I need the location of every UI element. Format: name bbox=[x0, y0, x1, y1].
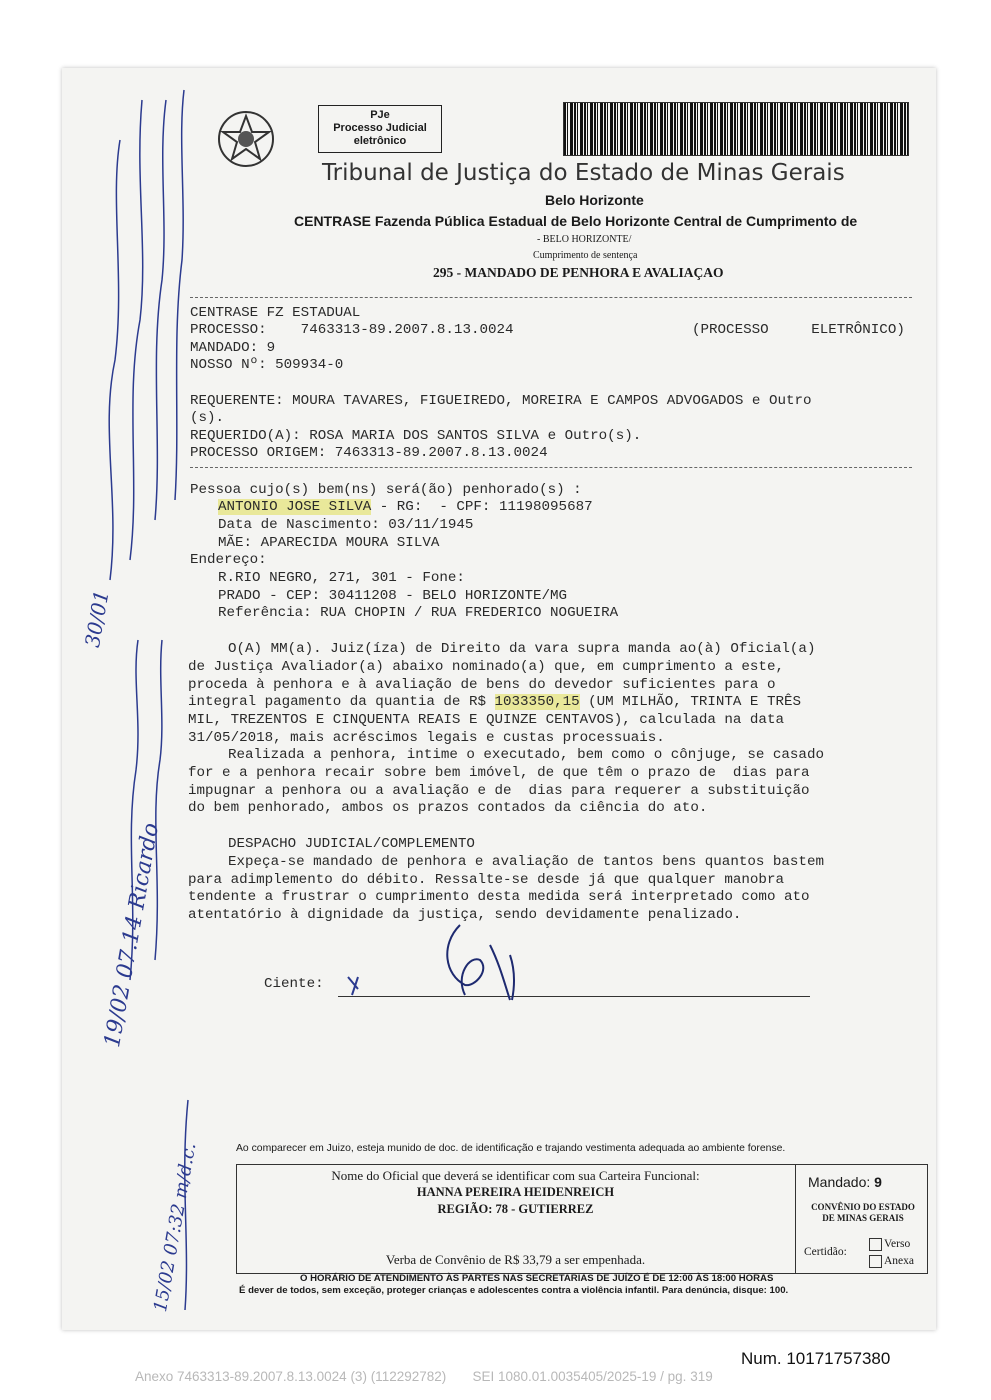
body-line-6: 31/05/2018, mais acréscimos legais e custas processuais. bbox=[188, 730, 665, 746]
anexa-option[interactable] bbox=[869, 1255, 914, 1268]
body-line-3: proceda à penhora e à avaliação de bens do devedor suficientes para o bbox=[188, 677, 776, 693]
coat-of-arms-icon bbox=[215, 108, 277, 170]
processo-origem: PROCESSO ORIGEM: 7463313-89.2007.8.13.0024 bbox=[190, 445, 548, 461]
annex-reference: Anexo 7463313-89.2007.8.13.0024 (3) (112292782) SEI 1080.01.0035405/2025-19 / pg. 319 bbox=[135, 1369, 713, 1384]
ciente-label: Ciente: bbox=[264, 976, 324, 992]
footer-note: Ao comparecer em Juizo, esteja munido de doc. de identificação e trajando vestimenta adequada ao ambiente forense. bbox=[236, 1143, 786, 1154]
officer-region: REGIÃO: 78 - GUTIERREZ bbox=[437, 1202, 594, 1216]
amount-intro: integral pagamento da quantia de R$ bbox=[188, 694, 495, 710]
despacho-title: DESPACHO JUDICIAL/COMPLEMENTO bbox=[228, 836, 475, 852]
handwritten-note-1: 19/02 07.14 Ricardo bbox=[100, 821, 165, 1050]
despacho-line-3: tendente a frustrar o cumprimento desta medida será interpretado como ato bbox=[188, 889, 810, 905]
person-mother: MÃE: APARECIDA MOURA SILVA bbox=[218, 535, 440, 551]
footer-divider bbox=[795, 1164, 796, 1274]
officer-name: HANNA PEREIRA HEIDENREICH bbox=[416, 1185, 615, 1199]
anexa-checkbox[interactable] bbox=[869, 1255, 882, 1268]
process-number: PROCESSO: 7463313-89.2007.8.13.0024 bbox=[190, 322, 514, 338]
process-type: (PROCESSO ELETRÔNICO) bbox=[692, 322, 905, 338]
body-line-10: do bem penhorado, ambos os prazos contados da ciência do ato. bbox=[188, 800, 708, 816]
body-line-8: for e a penhora recair sobre bem imóvel, de que têm o prazo de dias para bbox=[188, 765, 810, 781]
amount-words-start: (UM MILHÃO, TRINTA E TRÊS bbox=[579, 694, 802, 710]
person-ids: - RG: - CPF: 11198095687 bbox=[371, 499, 593, 515]
signature-image bbox=[340, 915, 540, 1005]
address-line-2: PRADO - CEP: 30411208 - BELO HORIZONTE/MG bbox=[218, 588, 568, 604]
verso-label: Verso bbox=[884, 1238, 911, 1251]
person-name: ANTONIO JOSE SILVA bbox=[218, 499, 372, 515]
anexa-label: Anexa bbox=[884, 1255, 915, 1268]
convenio-line-2: DE MINAS GERAIS bbox=[822, 1213, 904, 1223]
body-line-1: O(A) MM(a). Juiz(íza) de Direito da vara supra manda ao(à) Oficial(a) bbox=[228, 641, 816, 657]
person-birth: Data de Nascimento: 03/11/1945 bbox=[218, 517, 474, 533]
despacho-line-2: para adimplemento do débito. Ressalte-se desde já que qualquer manobra bbox=[188, 872, 784, 888]
amount-value: 1033350,15 bbox=[494, 694, 580, 710]
address-reference: Referência: RUA CHOPIN / RUA FREDERICO NOGUEIRA bbox=[218, 605, 619, 621]
body-line-5: MIL, TREZENTOS E CINQUENTA REAIS E QUINZE CENTAVOS), calculada na data bbox=[188, 712, 784, 728]
person-intro: Pessoa cujo(s) bem(ns) será(ão) penhorado(s) : bbox=[190, 482, 582, 498]
verso-option[interactable] bbox=[869, 1238, 910, 1251]
address-line-1: R.RIO NEGRO, 271, 301 - Fone: bbox=[218, 570, 465, 586]
court-title: Tribunal de Justiça do Estado de Minas Gerais bbox=[322, 160, 845, 186]
dashed-divider-1 bbox=[190, 297, 912, 298]
body-line-9: impugnar a penhora ou a avaliação e de dias para requerer a substituição bbox=[188, 783, 810, 799]
pje-logo-box bbox=[318, 105, 442, 153]
city: Belo Horizonte bbox=[545, 192, 644, 208]
officer-label: Nome do Oficial que deverá se identificar com sua Carteira Funcional: bbox=[331, 1168, 700, 1183]
handwritten-note-2: 15/02 07:32 m/d.c. bbox=[150, 1141, 201, 1314]
requerido: REQUERIDO(A): ROSA MARIA DOS SANTOS SILVA e Outro(s). bbox=[190, 428, 642, 444]
handwritten-scribbles bbox=[70, 80, 200, 1340]
mandado-box-value: 9 bbox=[874, 1174, 882, 1190]
header-sub-1: - BELO HORIZONTE/ bbox=[537, 234, 632, 245]
process-court: CENTRASE FZ ESTADUAL bbox=[190, 305, 361, 321]
convenio-label bbox=[800, 1202, 926, 1224]
body-line-4 bbox=[188, 694, 801, 711]
despacho-line-4: atentatório à dignidade da justiça, sendo devidamente penalizado. bbox=[188, 907, 742, 923]
person-line bbox=[218, 499, 593, 516]
requerente-cont: (s). bbox=[190, 410, 225, 426]
address-label: Endereço: bbox=[190, 552, 267, 568]
pje-line-3: eletrônico bbox=[353, 135, 407, 147]
verso-checkbox[interactable] bbox=[869, 1238, 882, 1251]
protection-notice: É dever de todos, sem exceção, proteger crianças e adolescentes contra a violência infantil. Para denúncia, disque: 100. bbox=[239, 1285, 789, 1296]
nosso-numero: NOSSO Nº: 509934-0 bbox=[190, 357, 344, 373]
requerente: REQUERENTE: MOURA TAVARES, FIGUEIREDO, MOREIRA E CAMPOS ADVOGADOS e Outro bbox=[190, 393, 812, 409]
certidao-label: Certidão: bbox=[804, 1246, 847, 1258]
barcode bbox=[563, 102, 909, 156]
pje-line-2: Processo Judicial bbox=[333, 122, 427, 134]
mandado-box-label: Mandado: bbox=[808, 1174, 871, 1190]
mandado-number: MANDADO: 9 bbox=[190, 340, 276, 356]
mandado-box bbox=[808, 1174, 882, 1190]
despacho-line-1: Expeça-se mandado de penhora e avaliação de tantos bens quantos bastem bbox=[228, 854, 824, 870]
body-line-2: de Justiça Avaliador(a) abaixo nominado(a) que, em cumprimento a este, bbox=[188, 659, 784, 675]
convenio-line-1: CONVÊNIO DO ESTADO bbox=[811, 1202, 915, 1212]
dashed-divider-2 bbox=[190, 467, 912, 468]
document-number: Num. 10171757380 bbox=[741, 1349, 891, 1368]
centrase-title: CENTRASE Fazenda Pública Estadual de Belo Horizonte Central de Cumprimento de bbox=[294, 213, 858, 229]
horario-notice: O HORÁRIO DE ATENDIMENTO ÀS PARTES NAS SECRETARIAS DE JUÍZO É DE 12:00 ÀS 18:00 HORAS bbox=[300, 1273, 774, 1284]
document-title: 295 - MANDADO DE PENHORA E AVALIAÇAO bbox=[433, 265, 724, 280]
body-line-7: Realizada a penhora, intime o executado, bem como o cônjuge, se casado bbox=[228, 747, 824, 763]
header-sub-2: Cumprimento de sentença bbox=[533, 250, 638, 261]
verba-convenio: Verba de Convênio de R$ 33,79 a ser empenhada. bbox=[385, 1252, 646, 1267]
pje-line-1: PJe bbox=[370, 109, 390, 121]
handwritten-note-3: 30/01 bbox=[80, 588, 114, 650]
